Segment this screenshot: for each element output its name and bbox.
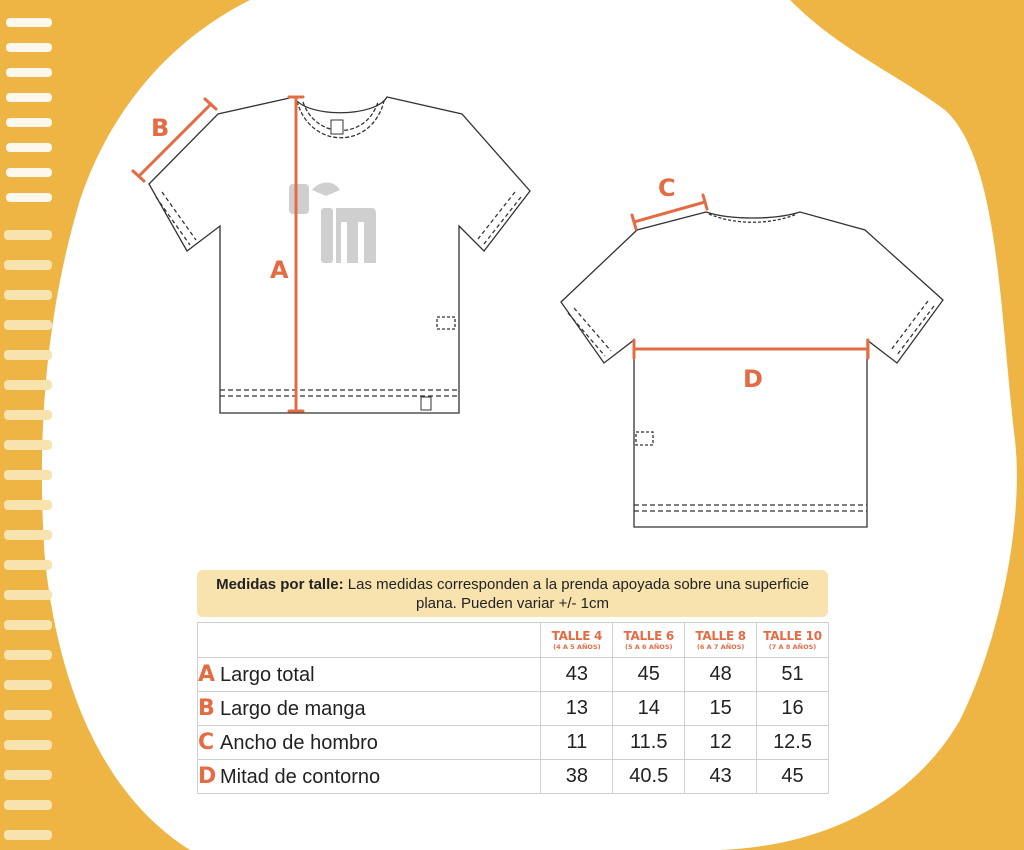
size-age: (7 A 8 AÑOS) [768,642,817,651]
table-row [198,726,829,760]
note-title: Medidas por talle: [216,576,344,593]
table-header-row [198,623,829,658]
table-header-empty [198,623,541,658]
size-age: (6 A 7 AÑOS) [696,642,745,651]
table-cell: 51 [757,658,829,692]
size-name: TALLE 8 [695,628,746,643]
table-cell: 38 [541,760,613,794]
table-cell: 11 [541,726,613,760]
table-row [198,760,829,794]
table-row [198,658,829,692]
table-cell: 15 [685,692,757,726]
label-d: D [743,365,763,393]
table-cell: 40.5 [613,760,685,794]
size-name: TALLE 4 [551,628,603,643]
measurement-note [197,570,828,617]
row-label-cell [198,658,541,692]
table-cell: 43 [685,760,757,794]
size-header [541,623,613,658]
table-cell: 12.5 [757,726,829,760]
table-cell: 12 [685,726,757,760]
row-label: Ancho de hombro [220,732,378,754]
row-label: Mitad de contorno [220,766,381,788]
stripe-decoration [6,18,52,202]
table-cell: 45 [757,760,829,794]
row-label-cell [198,726,541,760]
size-header [613,623,685,658]
row-label: Largo total [220,664,315,686]
size-name: TALLE 6 [623,628,674,643]
stripe-decoration-lower [4,230,52,840]
size-table [197,622,829,794]
table-cell: 16 [757,692,829,726]
row-label: Largo de manga [220,698,366,720]
table-row [198,692,829,726]
row-letter: D [198,764,217,789]
size-name: TALLE 10 [763,628,822,643]
row-letter: B [198,696,215,721]
size-header [685,623,757,658]
table-cell: 13 [541,692,613,726]
label-c: C [658,174,676,202]
size-age: (5 A 6 AÑOS) [625,642,673,651]
label-b: B [151,114,170,142]
label-a: A [270,256,289,284]
table-cell: 11.5 [613,726,685,760]
table-cell: 43 [541,658,613,692]
size-header [757,623,829,658]
row-letter: A [198,662,216,687]
note-text: Las medidas corresponden a la prenda apoyada sobre una superficie plana. Pueden variar +/- 1cm [347,576,809,612]
row-label-cell [198,760,541,794]
table-cell: 45 [613,658,685,692]
row-letter: C [198,730,215,755]
row-label-cell [198,692,541,726]
table-cell: 48 [685,658,757,692]
table-cell: 14 [613,692,685,726]
size-age: (4 A 5 AÑOS) [553,642,601,651]
